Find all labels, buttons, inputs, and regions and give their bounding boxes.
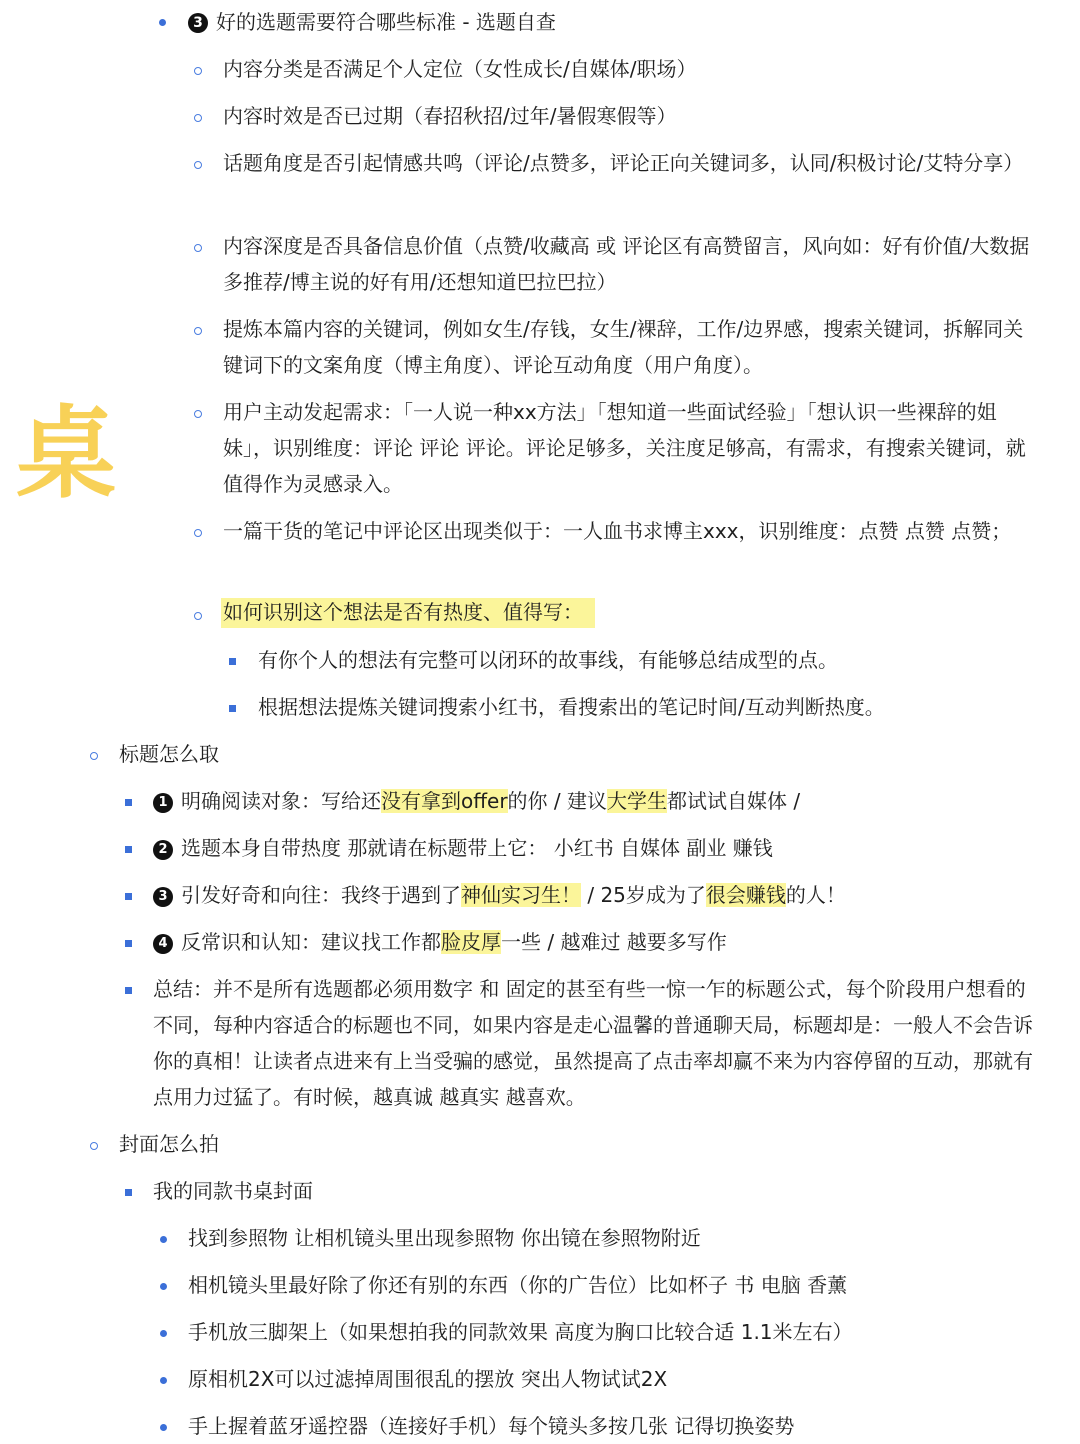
highlight: 很会赚钱 bbox=[705, 883, 786, 907]
list-item: 内容深度是否具备信息价值（点赞/收藏高 或 评论区有高赞留言，风向如：好有价值/大数据多推荐/博主说的好有用/还想知道巴拉巴拉） bbox=[223, 234, 1030, 294]
tip-text: 引发好奇和向往：我终于遇到了 bbox=[181, 883, 461, 907]
list-item: 用户主动发起需求：「一人说一种xx方法」「想知道一些面试经验」「想认识一些裸辞的姐妹」，识别维度：评论 评论 评论。评论足够多，关注度足够高，有需求，有搜索关键词，就值得作为灵感录入。 bbox=[223, 400, 1026, 496]
number-2-icon: 2 bbox=[153, 840, 173, 860]
bullet-ring bbox=[194, 410, 202, 418]
cover-item: 原相机2X可以过滤掉周围很乱的摆放 突出人物试试2X bbox=[188, 1367, 668, 1391]
cover-item: 找到参照物 让相机镜头里出现参照物 你出镜在参照物附近 bbox=[188, 1226, 701, 1250]
highlight: 神仙实习生！ bbox=[461, 883, 581, 907]
highlight: 大学生 bbox=[607, 789, 667, 813]
bullet-ring bbox=[194, 612, 202, 620]
tip-text: 的人！ bbox=[785, 883, 846, 907]
cover-item: 相机镜头里最好除了你还有别的东西（你的广告位）比如杯子 书 电脑 香薰 bbox=[188, 1273, 848, 1297]
title-tip-2 bbox=[153, 830, 1033, 866]
list-item: 一篇干货的笔记中评论区出现类似于：一人血书求博主xxx，识别维度：点赞 点赞 点赞； bbox=[223, 519, 1012, 543]
number-1-icon: 1 bbox=[153, 793, 173, 813]
bullet-dot bbox=[160, 1377, 167, 1384]
cover-item: 手上握着蓝牙遥控器（连接好手机）每个镜头多按几张 记得切换姿势 bbox=[188, 1414, 795, 1438]
cover-subheading: 我的同款书桌封面 bbox=[153, 1179, 313, 1203]
bullet-square bbox=[125, 987, 132, 994]
sub-list-item: 根据想法提炼关键词搜索小红书，看搜索出的笔记时间/互动判断热度。 bbox=[258, 695, 885, 719]
list-item: 话题角度是否引起情感共鸣（评论/点赞多，评论正向关键词多，认同/积极讨论/艾特分享） bbox=[223, 151, 1024, 175]
bullet-dot bbox=[160, 1330, 167, 1337]
title-tip-1 bbox=[153, 783, 1033, 819]
tip-text: 明确阅读对象：写给还 bbox=[181, 789, 381, 813]
bullet-ring bbox=[194, 327, 202, 335]
list-item: 内容时效是否已过期（春招秋招/过年/暑假寒假等） bbox=[223, 104, 677, 128]
section-heading-title: 标题怎么取 bbox=[119, 742, 219, 766]
topic-heading bbox=[188, 4, 1038, 40]
bullet-square bbox=[125, 799, 132, 806]
list-item: 内容分类是否满足个人定位（女性成长/自媒体/职场） bbox=[223, 57, 697, 81]
bullet-square bbox=[229, 705, 236, 712]
bullet-ring bbox=[194, 161, 202, 169]
bullet-square bbox=[229, 658, 236, 665]
bullet-dot bbox=[160, 1236, 167, 1243]
topic-heading-text: 好的选题需要符合哪些标准 - 选题自查 bbox=[216, 10, 556, 34]
sub-list-item: 有你个人的想法有完整可以闭环的故事线，有能够总结成型的点。 bbox=[258, 648, 838, 672]
bullet-ring bbox=[194, 244, 202, 252]
bullet-dot bbox=[159, 19, 166, 26]
bullet-ring bbox=[194, 114, 202, 122]
bullet-ring bbox=[90, 1142, 98, 1150]
tip-text: 反常识和认知：建议找工作都 bbox=[181, 930, 441, 954]
decorative-sticker-char bbox=[12, 380, 122, 510]
tip-text: / 25岁成为了 bbox=[581, 883, 706, 907]
bullet-square bbox=[125, 846, 132, 853]
bullet-ring bbox=[194, 67, 202, 75]
cover-item: 手机放三脚架上（如果想拍我的同款效果 高度为胸口比较合适 1.1米左右） bbox=[188, 1320, 853, 1344]
highlight: 没有拿到offer bbox=[381, 789, 508, 813]
number-3-icon: 3 bbox=[153, 887, 173, 907]
list-item: 提炼本篇内容的关键词，例如女生/存钱，女生/裸辞，工作/边界感，搜索关键词，拆解同关键词下的文案角度（博主角度）、评论互动角度（用户角度）。 bbox=[223, 317, 1024, 377]
section-heading-cover: 封面怎么拍 bbox=[119, 1132, 219, 1156]
bullet-dot bbox=[160, 1283, 167, 1290]
highlight-item bbox=[221, 594, 595, 630]
number-4-icon: 4 bbox=[153, 934, 173, 954]
bullet-ring bbox=[90, 752, 98, 760]
bullet-square bbox=[125, 1189, 132, 1196]
bullet-ring bbox=[194, 529, 202, 537]
bullet-square bbox=[125, 940, 132, 947]
tip-text: 选题本身自带热度 那就请在标题带上它： 小红书 自媒体 副业 赚钱 bbox=[181, 836, 773, 860]
bullet-dot bbox=[160, 1424, 167, 1431]
sticker-text: 桌 bbox=[16, 395, 116, 510]
tip-text: 的你 / 建议 bbox=[507, 789, 607, 813]
title-summary: 总结：并不是所有选题都必须用数字 和 固定的甚至有些一惊一乍的标题公式，每个阶段用户想看的不同，每种内容适合的标题也不同，如果内容是走心温馨的普通聊天局，标题却是：一般人不会告诉你的真相！让读者点进来有上当受骗的感觉，虽然提高了点击率却赢不来为内容停留的互动，那就有点用力过猛了。有时候，越真诚 越真实 越喜欢。 bbox=[153, 977, 1033, 1109]
title-tip-4 bbox=[153, 924, 1033, 960]
highlight: 脸皮厚 bbox=[441, 930, 501, 954]
tip-text: 都试试自媒体 / bbox=[667, 789, 801, 813]
highlight-item-text: 如何识别这个想法是否有热度、值得写： bbox=[221, 598, 595, 628]
number-3-icon: 3 bbox=[188, 13, 208, 33]
bullet-square bbox=[125, 893, 132, 900]
tip-text: 一些 / 越难过 越要多写作 bbox=[501, 930, 727, 954]
title-tip-3 bbox=[153, 877, 1033, 913]
